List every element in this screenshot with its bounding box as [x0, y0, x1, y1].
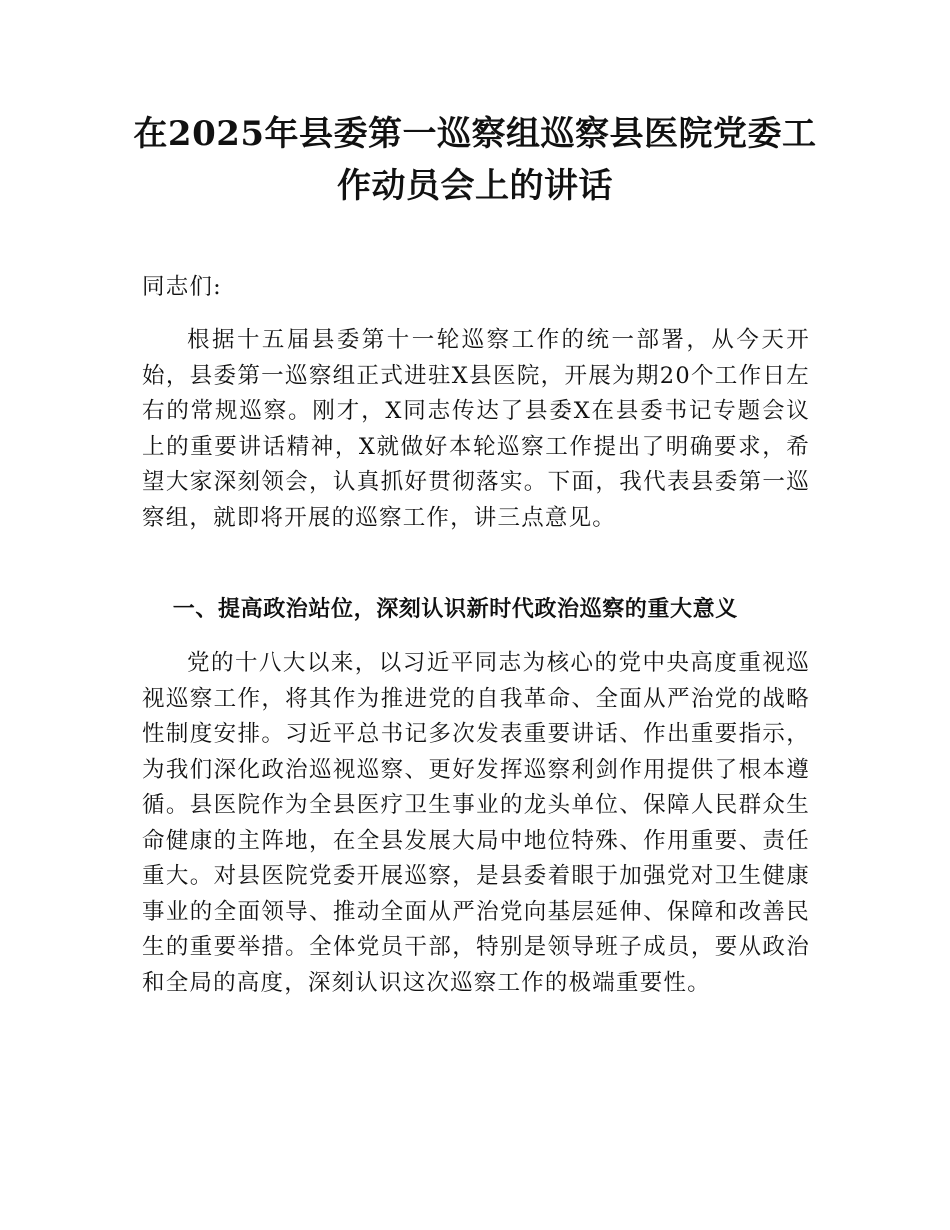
paragraph-intro: 根据十五届县委第十一轮巡察工作的统一部署，从今天开始，县委第一巡察组正式进驻X县医院，开展为期20个工作日左右的常规巡察。刚才，X同志传达了县委X在县委书记专题会议上的重要讲话精神，X就做好本轮巡察工作提出了明确要求，希望大家深刻领会，认真抓好贯彻落实。下面，我代表县委第一巡察组，就即将开展的巡察工作，讲三点意见。	[142, 327, 810, 531]
section-heading-1: 一、提高政治站位，深刻认识新时代政治巡察的重大意义	[172, 597, 738, 622]
salutation: 同志们:	[142, 274, 222, 300]
document-title: 在2025年县委第一巡察组巡察县医院党委工作动员会上的讲话	[133, 114, 817, 206]
paragraph-section-1: 党的十八大以来，以习近平同志为核心的党中央高度重视巡视巡察工作，将其作为推进党的自我革命、全面从严治党的战略性制度安排。习近平总书记多次发表重要讲话、作出重要指示，为我们深化政治巡视巡察、更好发挥巡察利剑作用提供了根本遵循。县医院作为全县医疗卫生事业的龙头单位、保障人民群众生命健康的主阵地，在全县发展大局中地位特殊、作用重要、责任重大。对县医院党委开展巡察，是县委着眼于加强党对卫生健康事业的全面领导、推动全面从严治党向基层延伸、保障和改善民生的重要举措。全体党员干部，特别是领导班子成员，要从政治和全局的高度，深刻认识这次巡察工作的极端重要性。	[142, 650, 810, 996]
